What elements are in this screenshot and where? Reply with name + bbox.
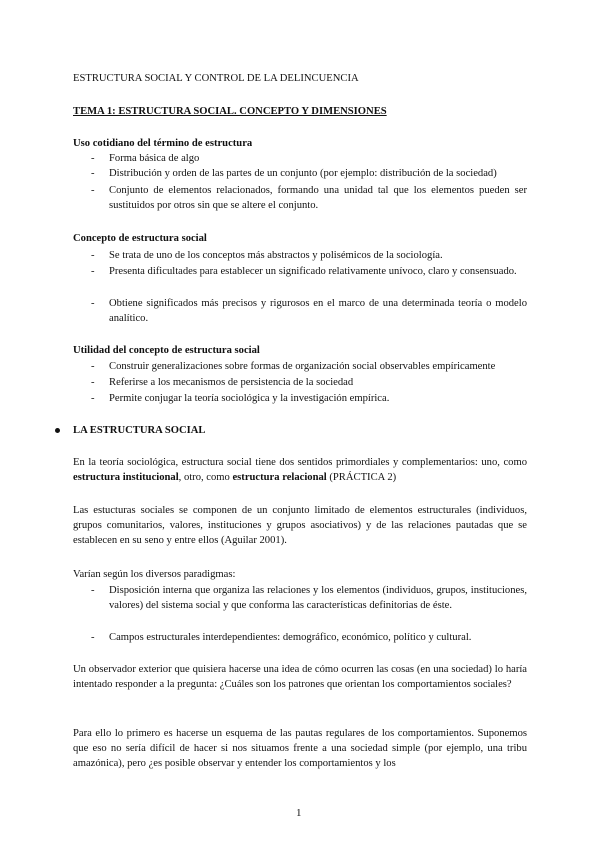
concepto-item-1: Se trata de uno de los conceptos más abstractos y polisémicos de la sociología.	[109, 250, 443, 261]
page-number: 1	[296, 807, 302, 819]
utilidad-item-1: Construir generalizaciones sobre formas de organización social observables empíricamente	[109, 361, 496, 372]
dash-bullet: -	[91, 168, 95, 179]
uso-heading: Uso cotidiano del término de estructura	[73, 138, 253, 149]
dash-bullet: -	[91, 632, 95, 643]
dash-bullet: -	[91, 393, 95, 404]
section-paragraph-3: Varían según los diversos paradigmas:	[73, 569, 236, 580]
utilidad-item-2: Referirse a los mecanismos de persistencia de la sociedad	[109, 377, 354, 388]
section-paragraph-4: Un observador exterior que quisiera hacerse una idea de cómo ocurren las cosas (en una sociedad) lo haría intentado responder a la pregunta: ¿Cuáles son los patrones que orientan los comportamientos sociales?	[73, 664, 527, 690]
document-title: ESTRUCTURA SOCIAL Y CONTROL DE LA DELINCUENCIA	[73, 73, 359, 84]
bullet-icon	[55, 428, 60, 433]
dash-bullet: -	[91, 298, 95, 309]
dash-bullet: -	[91, 585, 95, 596]
dash-bullet: -	[91, 361, 95, 372]
utilidad-heading: Utilidad del concepto de estructura social	[73, 345, 260, 356]
dash-bullet: -	[91, 153, 95, 164]
section-paragraph-2: Las estucturas sociales se componen de un conjunto limitado de elementos estructurales (individuos, grupos comunitarios, valores, instituciones y grupos asociativos) y de las relaciones pautadas que se establecen en su seno y entre ellos (Aguilar 2001).	[73, 505, 527, 546]
topic-title: TEMA 1: ESTRUCTURA SOCIAL. CONCEPTO Y DIMENSIONES	[73, 106, 387, 117]
dash-bullet: -	[91, 250, 95, 261]
dash-bullet: -	[91, 185, 95, 196]
concepto-item-2: Presenta dificultades para establecer un significado relativamente unívoco, claro y consensuado.	[109, 266, 517, 277]
paradigm-item-2: Campos estructurales interdependientes: demográfico, económico, político y cultural.	[109, 632, 472, 643]
paradigm-item-1: Disposición interna que organiza las relaciones y los elementos (individuos, grupos, instituciones, valores) del sistema social y que conforma las características definitorias de éste.	[109, 585, 527, 611]
uso-item-1: Forma básica de algo	[109, 153, 200, 164]
dash-bullet: -	[91, 266, 95, 277]
section-heading: LA ESTRUCTURA SOCIAL	[73, 425, 206, 436]
concepto-item-3: Obtiene significados más precisos y rigurosos en el marco de una determinada teoría o modelo analítico.	[109, 298, 527, 324]
dash-bullet: -	[91, 377, 95, 388]
section-paragraph-5: Para ello lo primero es hacerse un esquema de las pautas regulares de los comportamientos. Suponemos que eso no sería difícil de hacer si nos situamos frente a una sociedad simple (por ejemplo, una tribu amazónica), pero ¿es posible observar y entender los comportamientos y los	[73, 728, 527, 769]
concepto-heading: Concepto de estructura social	[73, 233, 207, 244]
uso-item-3: Conjunto de elementos relacionados, formando una unidad tal que los elementos pueden ser sustituidos por otros sin que se altere el conjunto.	[109, 185, 527, 211]
section-paragraph-1: En la teoría sociológica, estructura social tiene dos sentidos primordiales y complementarios: uno, como estructura institucional, otro, como estructura relacional (PRÁCTICA 2)	[73, 457, 527, 483]
uso-item-2: Distribución y orden de las partes de un conjunto (por ejemplo: distribución de la sociedad)	[109, 168, 497, 179]
utilidad-item-3: Permite conjugar la teoría sociológica y la investigación empírica.	[109, 393, 390, 404]
